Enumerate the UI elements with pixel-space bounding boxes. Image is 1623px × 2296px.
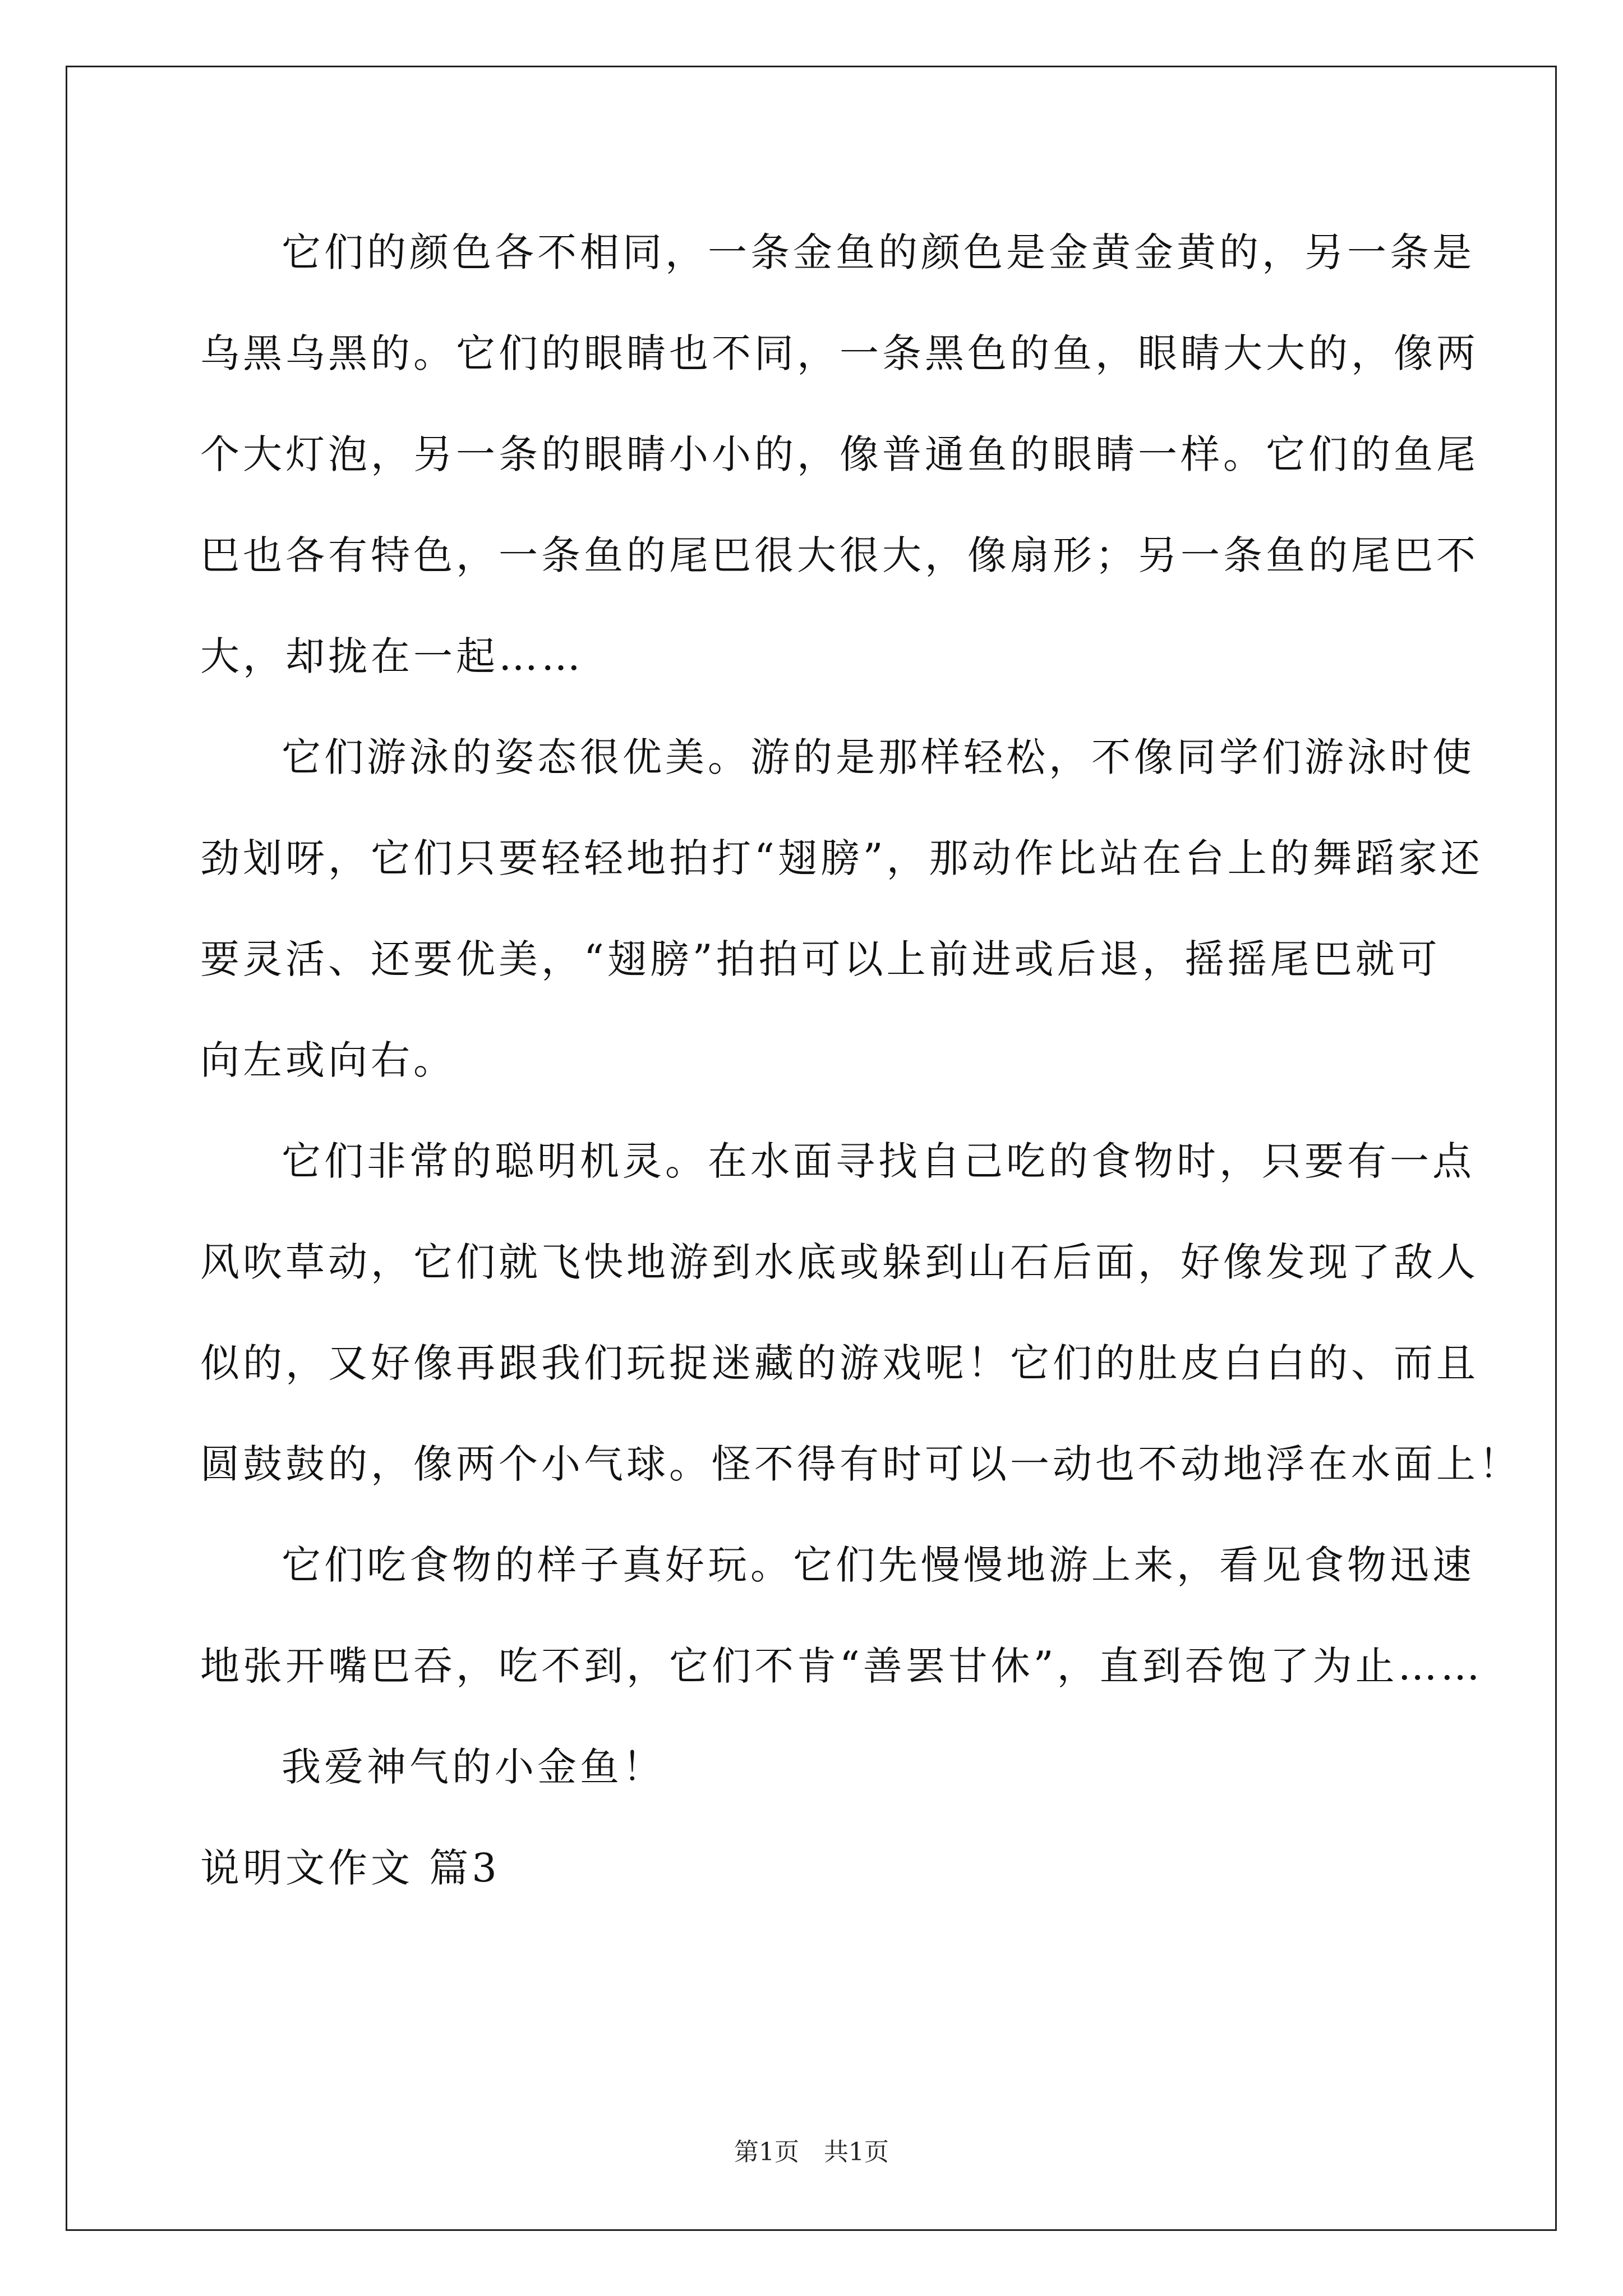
section-heading: 说明文作文 篇3	[200, 1845, 500, 1891]
paragraph-5	[200, 1717, 1434, 1818]
paragraph-1	[200, 202, 1479, 707]
text-line: 圆鼓鼓的，像两个小气球。怪不得有时可以一动也不动地浮在水面上！	[200, 1441, 1521, 1487]
paragraph-3	[200, 1111, 1521, 1515]
text-line: 个大灯泡，另一条的眼睛小小的，像普通鱼的眼睛一样。它们的鱼尾	[200, 431, 1479, 477]
text-line: 它们游泳的姿态很优美。游的是那样轻松，不像同学们游泳时使	[282, 734, 1475, 780]
text-line: 它们的颜色各不相同，一条金鱼的颜色是金黄金黄的，另一条是	[282, 229, 1475, 275]
document-body	[200, 202, 1521, 1918]
text-line: 大，却拢在一起……	[200, 633, 584, 679]
text-line: 风吹草动，它们就飞快地游到水底或躲到山石后面，好像发现了敌人	[200, 1239, 1479, 1285]
text-line: 要灵活、还要优美，“翅膀”拍拍可以上前进或后退，摇摇尾巴就可	[200, 936, 1441, 982]
text-line: 乌黑乌黑的。它们的眼睛也不同，一条黑色的鱼，眼睛大大的，像两	[200, 330, 1479, 376]
page-footer: 第1页 共1页	[734, 2138, 889, 2166]
text-line: 巴也各有特色，一条鱼的尾巴很大很大，像扇形；另一条鱼的尾巴不	[200, 532, 1479, 578]
paragraph-4	[200, 1515, 1483, 1717]
text-line: 它们吃食物的样子真好玩。它们先慢慢地游上来，看见食物迅速	[282, 1542, 1475, 1588]
text-line: 它们非常的聪明机灵。在水面寻找自己吃的食物时，只要有一点	[282, 1138, 1475, 1184]
text-line: 地张开嘴巴吞，吃不到，它们不肯“善罢甘休”，直到吞饱了为止……	[200, 1643, 1483, 1689]
text-line: 向左或向右。	[200, 1037, 456, 1083]
text-line: 似的，又好像再跟我们玩捉迷藏的游戏呢！它们的肚皮白白的、而且	[200, 1340, 1479, 1386]
text-line: 我爱神气的小金鱼！	[282, 1744, 665, 1790]
paragraph-2	[200, 707, 1483, 1111]
text-line: 劲划呀，它们只要轻轻地拍打“翅膀”，那动作比站在台上的舞蹈家还	[200, 835, 1483, 881]
